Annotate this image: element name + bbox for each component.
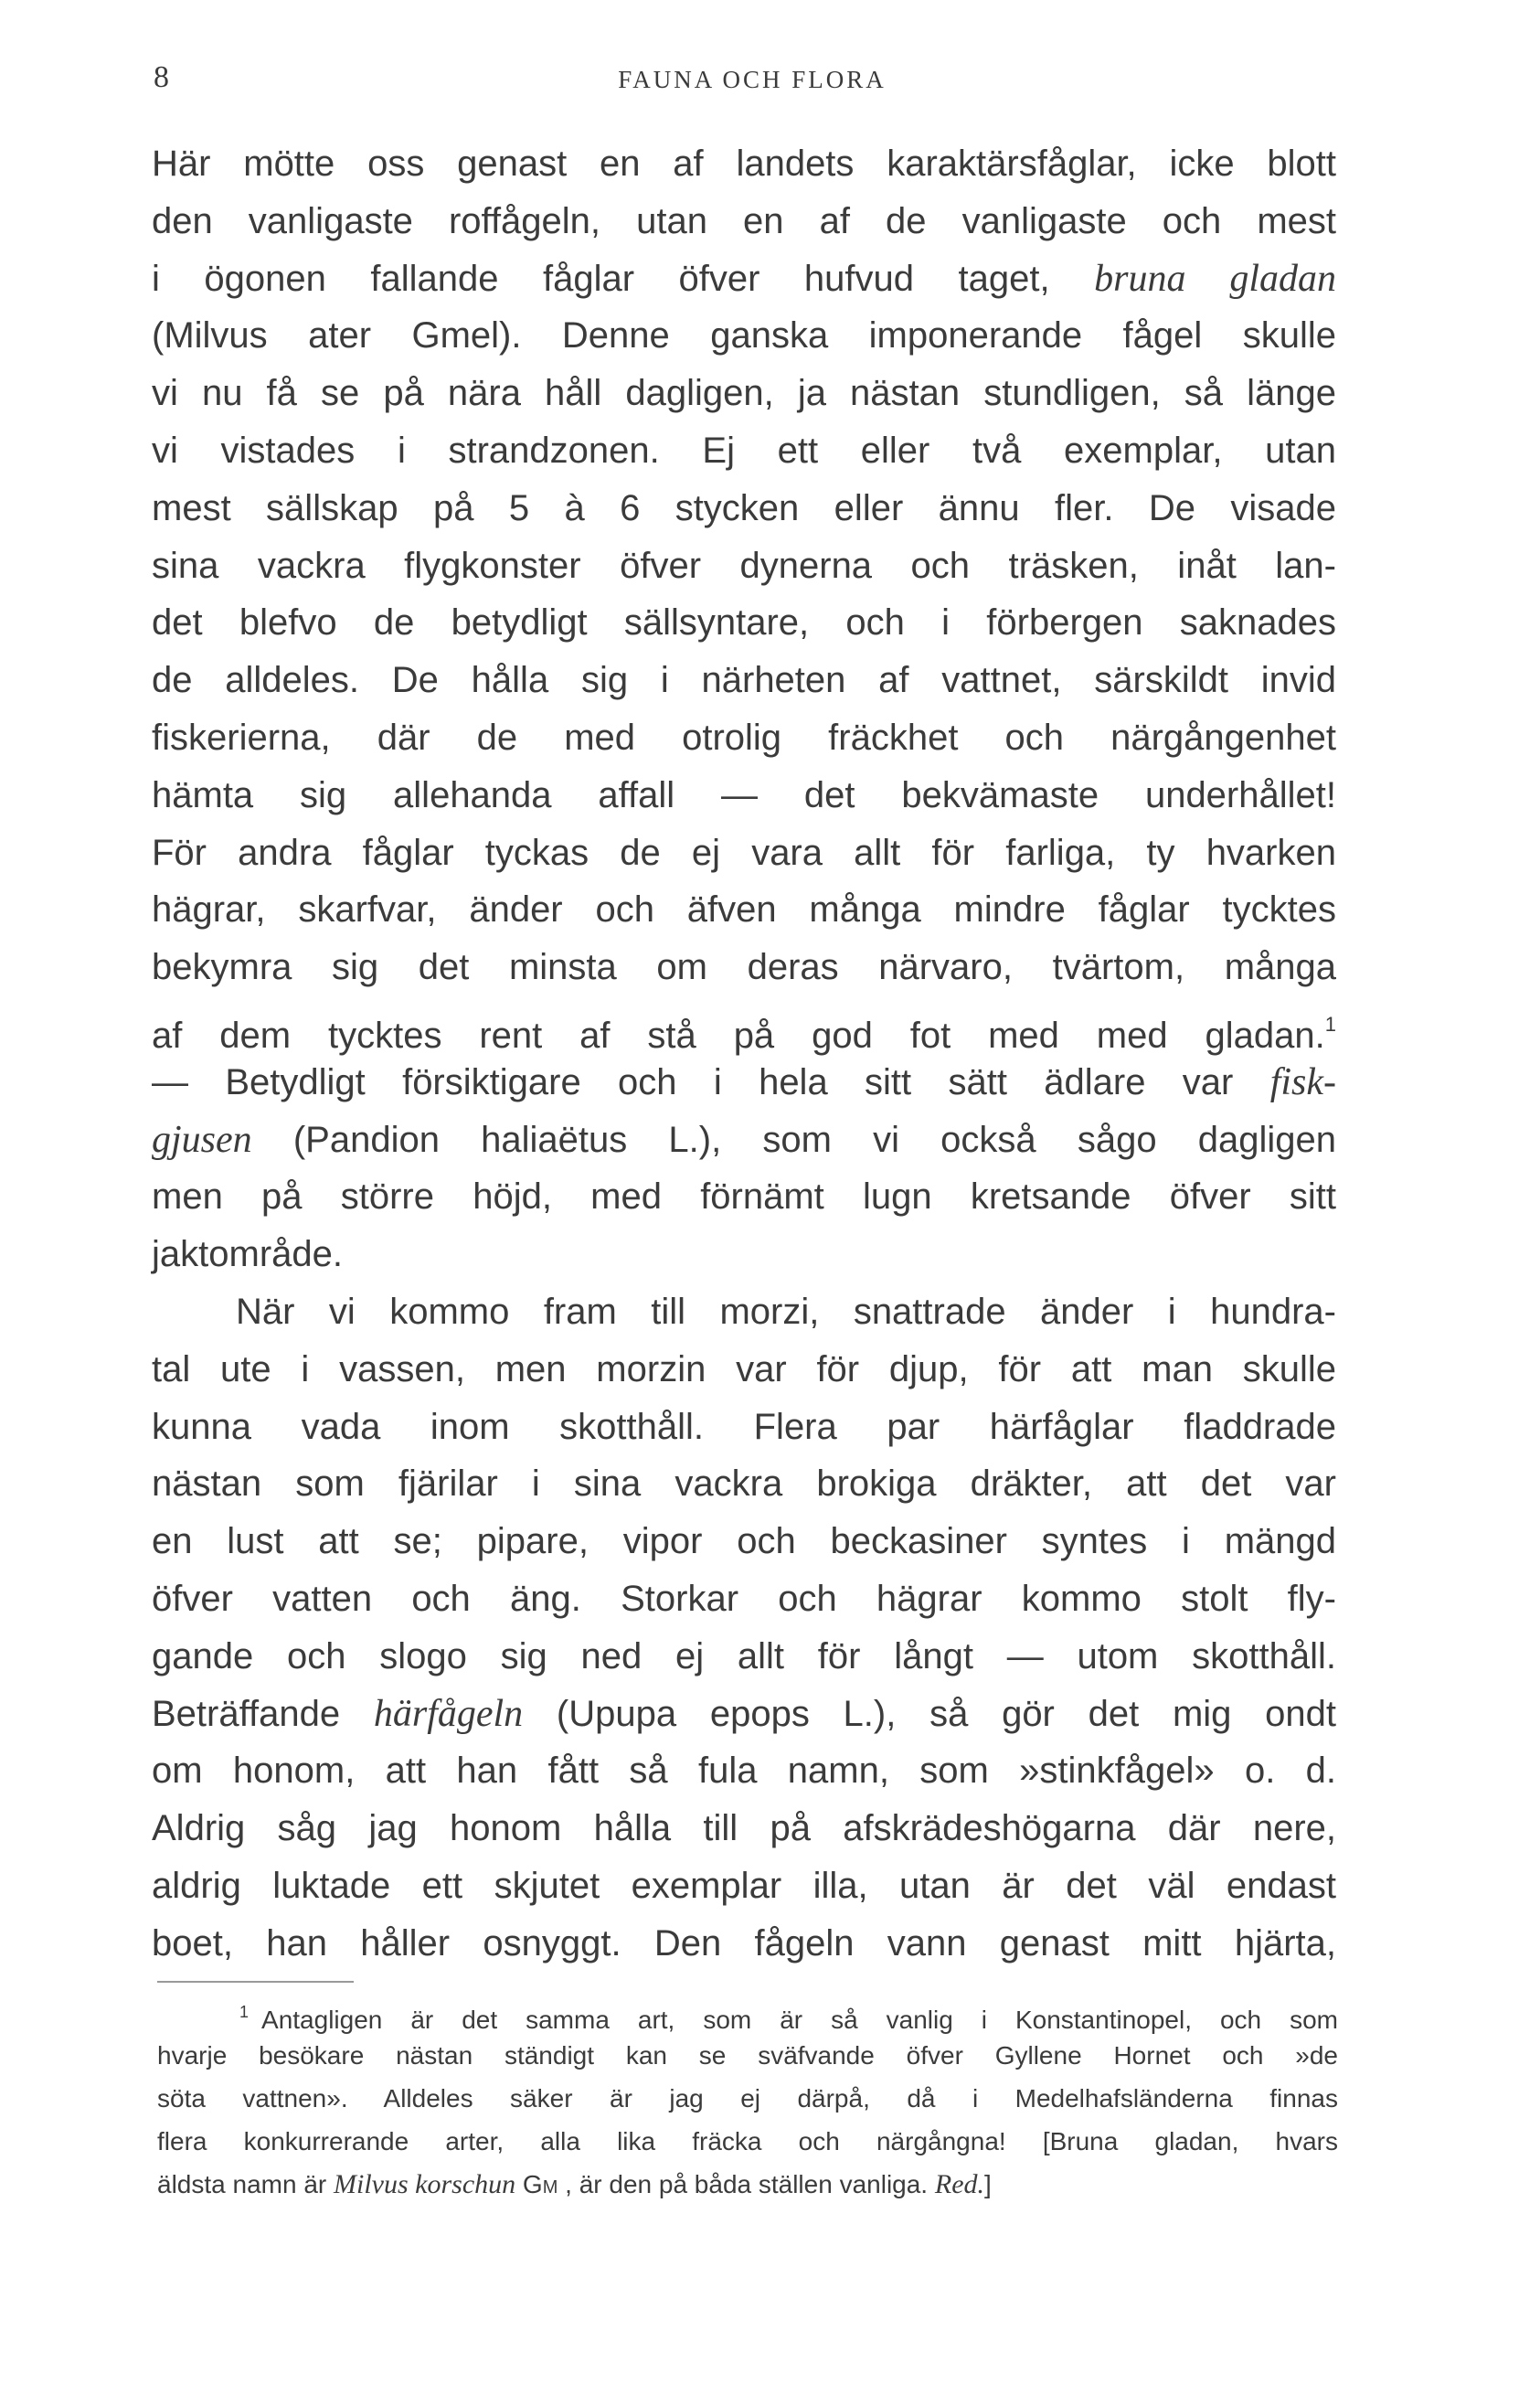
text-run: om honom, att han fått så fula namn, som »stinkfågel» o. d.	[152, 1751, 1336, 1792]
text-run: fiskerierna, där de med otrolig fräckhet och närgångenhet	[152, 717, 1336, 758]
text-run: af dem tycktes rent af stå på god fot med med gladan.	[152, 1015, 1325, 1056]
text-line	[152, 135, 1336, 193]
text-run: (Pandion haliaëtus L.), som vi också sågo dagligen	[251, 1119, 1336, 1160]
footnote-line	[157, 2034, 1338, 2077]
text-run: Här mötte oss genast en af landets karaktärsfåglar, icke blott	[152, 144, 1336, 184]
text-run: den vanligaste roffågeln, utan en af de vanligaste och mest	[152, 200, 1336, 241]
text-run: sina vackra flygkonster öfver dynerna och träsken, inåt lan-	[152, 545, 1336, 586]
text-line	[152, 1628, 1336, 1686]
text-line	[152, 996, 1336, 1054]
footnote-line	[157, 2077, 1338, 2120]
text-line	[152, 1054, 1336, 1112]
italic-term: härfågeln	[373, 1692, 524, 1735]
text-line	[152, 1857, 1336, 1915]
footnote-rule	[157, 1981, 354, 1983]
page-number: 8	[154, 60, 170, 94]
text-run: kunna vada inom skotthåll. Flera par härfåglar fladdrade	[152, 1406, 1336, 1447]
text-line	[152, 1283, 1336, 1341]
text-run: vi vistades i strandzonen. Ej ett eller två exemplar, utan	[152, 430, 1336, 471]
text-line	[152, 1570, 1336, 1628]
text-line	[152, 365, 1336, 422]
text-run: gande och slogo sig ned ej allt för långt — utom skotthåll.	[152, 1635, 1336, 1676]
text-run: hägrar, skarfvar, änder och äfven många mindre fåglar tycktes	[152, 889, 1336, 931]
footnote-line	[157, 2163, 1338, 2206]
text-run: det blefvo de betydligt sällsyntare, och i förbergen saknades	[152, 602, 1336, 644]
text-line	[152, 1513, 1336, 1570]
text-run: vi nu få se på nära håll dagligen, ja nästan stundligen, så länge	[152, 373, 1336, 414]
text-run: öfver vatten och äng. Storkar och hägrar kommo stolt fly-	[152, 1578, 1336, 1619]
text-line	[152, 1455, 1336, 1513]
footnote	[157, 1991, 1338, 2206]
text-line	[152, 652, 1336, 709]
text-line	[152, 1226, 1336, 1283]
text-line	[152, 881, 1336, 939]
text-run: , är den på båda ställen vanliga.	[558, 2170, 935, 2198]
text-run: bekymra sig det minsta om deras närvaro, tvärtom, många	[152, 947, 1336, 988]
text-run: hämta sig allehanda affall — det bekvämaste underhållet!	[152, 774, 1336, 815]
text-run: jaktområde.	[152, 1234, 343, 1275]
text-run: För andra fåglar tyckas de ej vara allt för farliga, ty hvarken	[152, 832, 1336, 873]
text-line	[152, 1399, 1336, 1456]
main-text	[152, 135, 1336, 1973]
text-line	[152, 1915, 1336, 1973]
text-line	[152, 1112, 1336, 1169]
text-run: (Upupa epops L.), så gör det mig ondt	[523, 1693, 1337, 1734]
text-run: När vi kommo fram till morzi, snattrade änder i hundra-	[236, 1291, 1336, 1332]
text-line	[152, 1168, 1336, 1226]
text-line	[152, 307, 1336, 365]
text-run: ]	[984, 2170, 992, 2198]
text-run: äldsta namn är	[157, 2170, 334, 2198]
text-run: Beträffande	[152, 1693, 374, 1734]
text-run: mest sällskap på 5 à 6 stycken eller ännu fler. De visade	[152, 487, 1336, 528]
text-run: boet, han håller osnyggt. Den fågeln vann genast mitt hjärta,	[152, 1922, 1336, 1964]
text-run: flera konkurrerande arter, alla lika fräcka och närgångna! [Bruna gladan, hvars	[157, 2127, 1338, 2155]
text-line	[152, 1686, 1336, 1743]
text-run: (Milvus ater Gmel). Denne ganska imponerande fågel skulle	[152, 315, 1336, 357]
footnote-line	[157, 1991, 1338, 2034]
text-line	[152, 1341, 1336, 1399]
running-head	[154, 60, 1342, 101]
italic-term: Red.	[934, 2169, 985, 2199]
text-run: en lust att se; pipare, vipor och beckasiner syntes i mängd	[152, 1521, 1336, 1562]
text-run: hvarje besökare nästan ständigt kan se sväfvande öfver Gyllene Hornet och »de	[157, 2041, 1338, 2070]
text-run: de alldeles. De hålla sig i närheten af vattnet, särskildt invid	[152, 660, 1336, 701]
text-line	[152, 594, 1336, 652]
italic-term: Milvus korschun	[334, 2169, 516, 2199]
text-run: nästan som fjärilar i sina vackra brokiga dräkter, att det var	[152, 1463, 1336, 1505]
text-line	[152, 193, 1336, 250]
text-run: Antagligen är det samma art, som är så vanlig i Konstantinopel, och som	[261, 2006, 1338, 2034]
italic-term: gjusen	[152, 1118, 252, 1161]
text-run: Aldrig såg jag honom hålla till på afskrädeshögarna där nere,	[152, 1808, 1336, 1849]
text-line	[152, 709, 1336, 767]
text-line	[152, 537, 1336, 595]
text-run: aldrig luktade ett skjutet exemplar illa, utan är det väl endast	[152, 1865, 1336, 1906]
running-title: FAUNA OCH FLORA	[618, 66, 887, 93]
text-line	[152, 480, 1336, 537]
text-run: men på större höjd, med förnämt lugn kretsande öfver sitt	[152, 1176, 1336, 1218]
text-line	[152, 422, 1336, 480]
footnote-mark: 1	[239, 2003, 250, 2021]
text-line	[152, 1800, 1336, 1857]
text-run: — Betydligt försiktigare och i hela sitt sätt ädlare var	[152, 1061, 1270, 1102]
text-line	[152, 825, 1336, 882]
text-line	[152, 939, 1336, 996]
italic-term: fisk-	[1269, 1060, 1336, 1103]
text-run: tal ute i vassen, men morzin var för djup, för att man skulle	[152, 1348, 1336, 1389]
footnote-line	[157, 2120, 1338, 2163]
text-line	[152, 767, 1336, 825]
text-line	[152, 1742, 1336, 1800]
text-line	[152, 250, 1336, 308]
text-run: söta vattnen». Alldeles säker är jag ej därpå, då i Medelhafsländerna finnas	[157, 2084, 1338, 2113]
text-run: i ögonen fallande fåglar öfver hufvud taget,	[152, 258, 1095, 299]
footnote-reference: 1	[1324, 1012, 1336, 1036]
author-abbreviation: Gm	[515, 2170, 558, 2198]
italic-term: bruna gladan	[1094, 257, 1337, 300]
